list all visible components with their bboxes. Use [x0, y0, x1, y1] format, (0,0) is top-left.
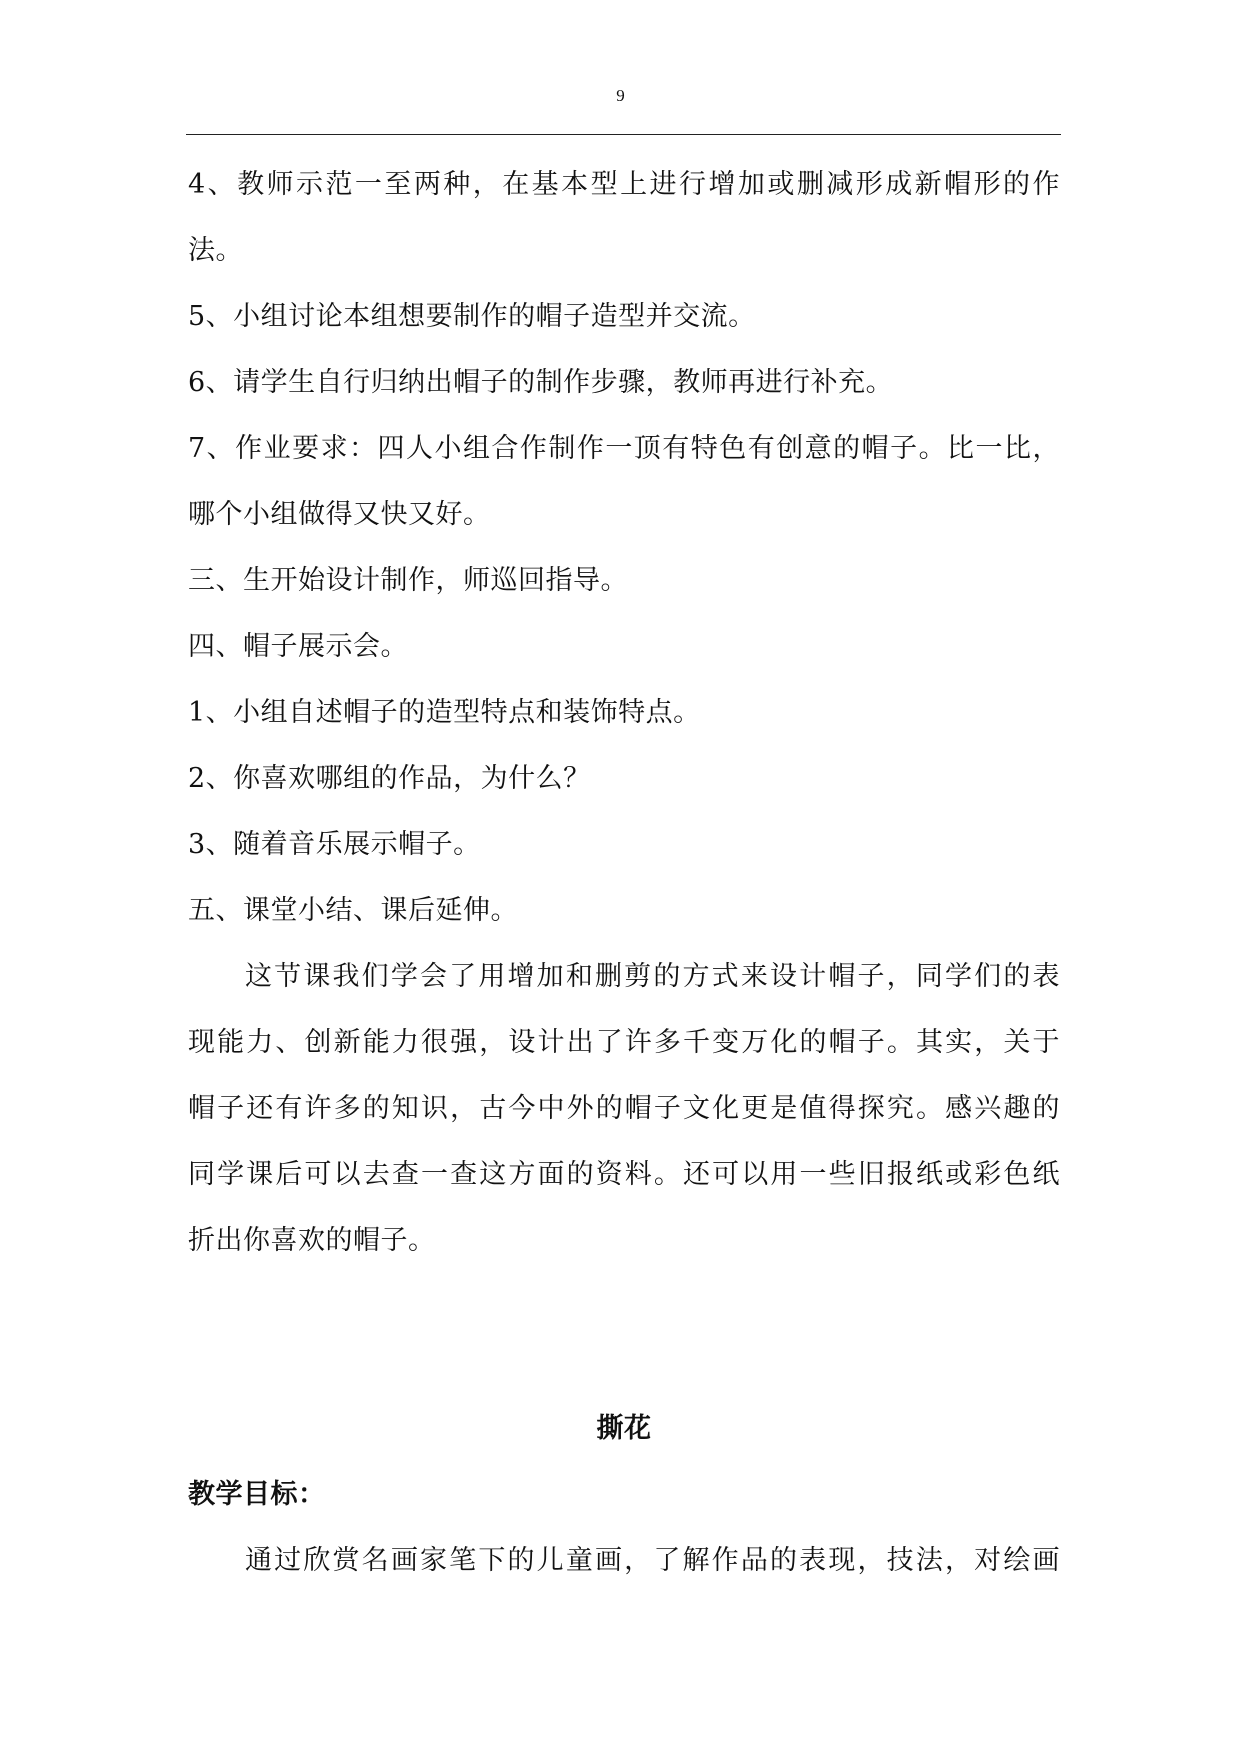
summary-paragraph	[188, 944, 1060, 1274]
text-line: 6、请学生自行归纳出帽子的制作步骤，教师再进行补充。	[188, 367, 894, 398]
text-line: 三、生开始设计制作，师巡回指导。	[188, 565, 628, 596]
text-line: 5、小组讨论本组想要制作的帽子造型并交流。	[188, 301, 756, 332]
text-line: 3、随着音乐展示帽子。	[188, 829, 481, 860]
paragraph-line: 现能力、创新能力很强，设计出了许多千变万化的帽子。其实，关于	[188, 1027, 1060, 1058]
text-line: 1、小组自述帽子的造型特点和装饰特点。	[188, 697, 701, 728]
paragraph-line: 这节课我们学会了用增加和删剪的方式来设计帽子，同学们的表	[245, 961, 1060, 992]
text-line: 法。	[188, 235, 243, 266]
paragraph-line: 帽子还有许多的知识，古今中外的帽子文化更是值得探究。感兴趣的	[188, 1093, 1060, 1124]
text-line: 哪个小组做得又快又好。	[188, 499, 491, 530]
section-heading: 教学目标：	[188, 1479, 326, 1510]
text-line: 7、作业要求：四人小组合作制作一顶有特色有创意的帽子。比一比，	[188, 433, 1060, 464]
lesson-title: 撕花	[596, 1413, 652, 1444]
text-line: 五、课堂小结、课后延伸。	[188, 895, 518, 926]
section-spacer	[188, 1274, 1060, 1396]
text-line: 4、教师示范一至两种，在基本型上进行增加或删减形成新帽形的作	[188, 169, 1060, 200]
paragraph-line: 同学课后可以去查一查这方面的资料。还可以用一些旧报纸或彩色纸	[188, 1159, 1060, 1190]
paragraph-line: 通过欣赏名画家笔下的儿童画，了解作品的表现，技法，对绘画	[245, 1545, 1060, 1576]
text-line: 四、帽子展示会。	[188, 631, 408, 662]
document-body	[188, 152, 1060, 1594]
page-number: 9	[616, 86, 625, 105]
header-divider	[186, 134, 1061, 135]
text-line: 2、你喜欢哪组的作品，为什么？	[188, 763, 591, 794]
paragraph-line: 折出你喜欢的帽子。	[188, 1225, 436, 1256]
